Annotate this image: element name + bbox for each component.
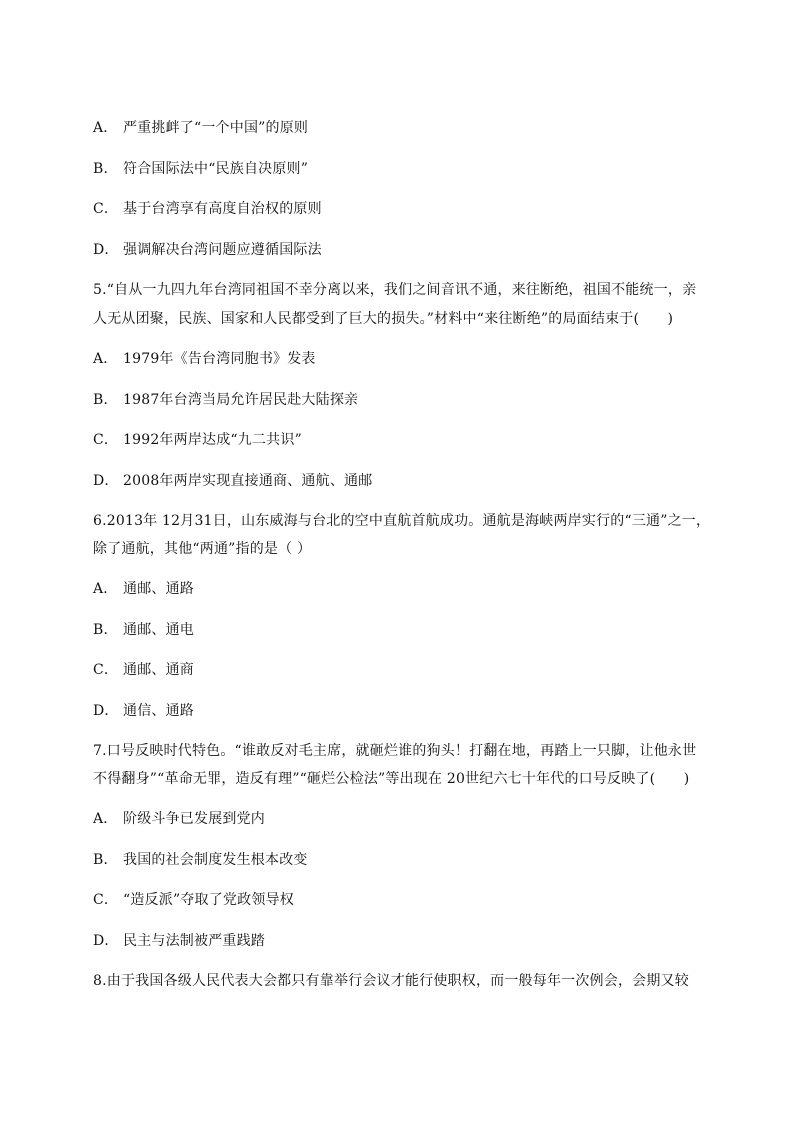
option-label: D． xyxy=(93,703,119,719)
option-text: 强调解决台湾问题应遵循国际法 xyxy=(123,242,322,258)
option-label: A． xyxy=(93,120,118,136)
option-label: A． xyxy=(93,351,118,367)
option-label: C． xyxy=(93,662,119,678)
q5-option-d xyxy=(93,471,372,491)
option-label: B． xyxy=(93,392,118,408)
option-text: 阶级斗争已发展到党内 xyxy=(123,811,265,827)
option-text: “造反派”夺取了党政领导权 xyxy=(123,892,294,908)
option-text: 民主与法制被严重践踏 xyxy=(123,933,265,949)
q7-stem-line-1: 7.口号反映时代特色。“谁敢反对毛主席，就砸烂谁的狗头！打翻在地，再踏上一只脚，让他永世 xyxy=(93,743,697,759)
option-text: 1992年两岸达成“九二共识” xyxy=(123,432,302,448)
option-text: 通邮、通电 xyxy=(123,622,194,638)
option-label: C． xyxy=(93,201,119,217)
option-text: 通邮、通路 xyxy=(123,581,194,597)
q6-option-b xyxy=(93,620,194,640)
q4-option-d xyxy=(93,240,322,260)
option-text: 严重挑衅了“一个中国”的原则 xyxy=(123,120,309,136)
q5-stem-line-1: 5.“自从一九四九年台湾同祖国不幸分离以来，我们之间音讯不通，来往断绝，祖国不能统一，亲 xyxy=(93,282,697,298)
option-text: 通邮、通商 xyxy=(123,662,194,678)
q4-option-b xyxy=(93,159,308,179)
q6-option-a xyxy=(93,579,194,599)
option-text: 我国的社会制度发生根本改变 xyxy=(123,852,308,868)
q7-option-c xyxy=(93,890,294,910)
option-label: C． xyxy=(93,892,119,908)
option-text: 2008年两岸实现直接通商、通航、通邮 xyxy=(123,473,373,489)
option-label: D． xyxy=(93,933,119,949)
q7-option-d xyxy=(93,931,265,951)
q4-option-a xyxy=(93,118,308,138)
option-label: B． xyxy=(93,622,118,638)
option-text: 1979年《告台湾同胞书》发表 xyxy=(123,351,316,367)
option-text: 符合国际法中“民族自决原则” xyxy=(123,161,309,177)
q8-stem-line-1: 8.由于我国各级人民代表大会都只有靠举行会议才能行使职权，而一般每年一次例会，会期又较 xyxy=(93,973,689,989)
q6-option-c xyxy=(93,660,194,680)
option-label: A． xyxy=(93,581,118,597)
option-label: B． xyxy=(93,161,118,177)
option-text: 基于台湾享有高度自治权的原则 xyxy=(123,201,322,217)
q7-option-b xyxy=(93,850,308,870)
q7-option-a xyxy=(93,809,265,829)
option-text: 通信、通路 xyxy=(123,703,194,719)
option-label: D． xyxy=(93,242,119,258)
q6-option-d xyxy=(93,701,194,721)
option-text: 1987年台湾当局允许居民赴大陆探亲 xyxy=(123,392,359,408)
q5-option-c xyxy=(93,430,302,450)
q4-option-c xyxy=(93,199,322,219)
q5-option-a xyxy=(93,349,316,369)
q5-stem-line-2: 人无从团聚，民族、国家和人民都受到了巨大的损失。”材料中“来往断绝”的局面结束于( ) xyxy=(93,311,674,327)
option-label: C． xyxy=(93,432,119,448)
q6-stem-line-2: 除了通航，其他“两通”指的是（ ） xyxy=(93,541,312,557)
q5-option-b xyxy=(93,390,358,410)
q6-stem-line-1: 6.2013年 12月31日，山东威海与台北的空中直航首航成功。通航是海峡两岸实行的“三通”之一， xyxy=(93,513,711,529)
option-label: B． xyxy=(93,852,118,868)
option-label: D． xyxy=(93,473,119,489)
option-label: A． xyxy=(93,811,118,827)
q7-stem-line-2: 不得翻身”“革命无罪，造反有理”“砸烂公检法”等出现在 20世纪六七十年代的口号反映了( ) xyxy=(93,771,690,787)
